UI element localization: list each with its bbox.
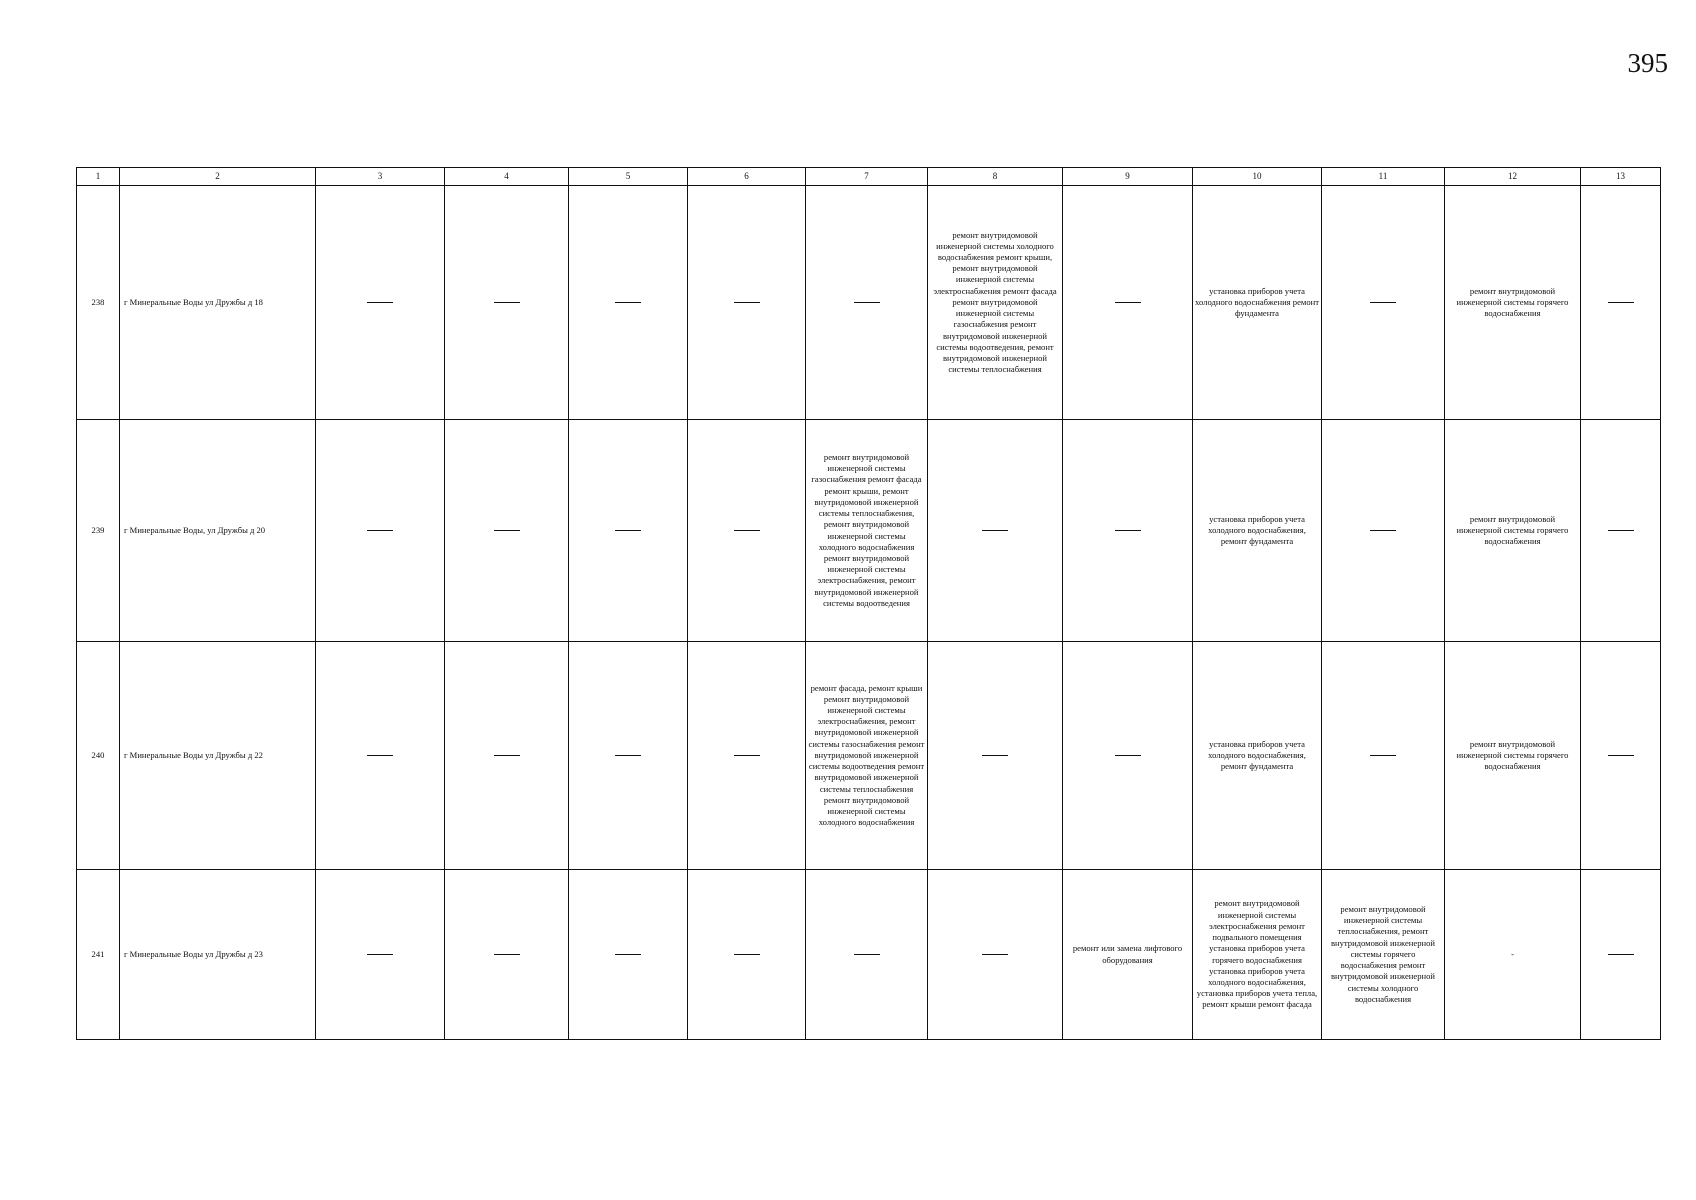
dash-mark (854, 302, 880, 303)
cell-text: 239 (91, 524, 105, 535)
work-cell-13 (1581, 186, 1661, 420)
work-cell-7 (806, 186, 928, 420)
work-cell-9 (1063, 870, 1193, 1040)
work-cell-7 (806, 420, 928, 642)
dash-mark (1608, 954, 1634, 955)
work-cell-3 (316, 420, 445, 642)
address-cell (120, 186, 316, 420)
column-number: 13 (1581, 168, 1661, 186)
work-cell-8 (928, 870, 1063, 1040)
work-cell-12 (1445, 420, 1581, 642)
dash-mark (1370, 530, 1396, 531)
work-cell-5 (569, 642, 688, 870)
work-cell-9 (1063, 642, 1193, 870)
work-cell-4 (445, 642, 569, 870)
dash-mark (982, 530, 1008, 531)
work-cell-3 (316, 642, 445, 870)
work-cell-10 (1193, 186, 1322, 420)
cell-text: ремонт внутридомовой инженерной системы горячего водоснабжения (1456, 513, 1569, 547)
cell-text: установка приборов учета холодного водоснабжения, ремонт фундамента (1208, 738, 1306, 772)
work-cell-3 (316, 870, 445, 1040)
cell-text: ремонт внутридомовой инженерной системы горячего водоснабжения (1456, 738, 1569, 772)
work-cell-9 (1063, 186, 1193, 420)
dash-mark (494, 530, 520, 531)
cell-text: ремонт внутридомовой инженерной системы электроснабжения ремонт подвального помещения установка приборов учета горячего водоснабжения установка приборов учета холодного водоснабжения, установка приборов учета тепла, ремонт крыши ремонт фасада (1196, 898, 1318, 1010)
work-cell-10 (1193, 642, 1322, 870)
dash-mark (367, 755, 393, 756)
work-cell-12 (1445, 870, 1581, 1040)
cell-text: ремонт или замена лифтового оборудования (1072, 943, 1183, 965)
dash-mark (854, 954, 880, 955)
work-cell-11 (1322, 186, 1445, 420)
work-cell-8 (928, 420, 1063, 642)
page-number: 395 (1627, 48, 1668, 78)
dash-mark (1370, 755, 1396, 756)
column-number: 12 (1445, 168, 1581, 186)
table-row (77, 186, 1661, 420)
column-number: 1 (77, 168, 120, 186)
dash-mark (734, 954, 760, 955)
work-cell-11 (1322, 870, 1445, 1040)
dash-mark (615, 530, 641, 531)
dash-mark (615, 302, 641, 303)
dash-mark (734, 302, 760, 303)
dash-mark (1608, 302, 1634, 303)
work-cell-3 (316, 186, 445, 420)
work-cell-5 (569, 420, 688, 642)
dash-mark (982, 954, 1008, 955)
dash-mark (367, 302, 393, 303)
cell-text: ремонт фасада, ремонт крыши ремонт внутридомовой инженерной системы электроснабжения, ремонт внутридомовой инженерной системы газоснабжения ремонт внутридомовой инженерной системы водоотведения ремонт внутридомовой инженерной системы теплоснабжения ремонт внутридомовой инженерной системы холодного водоснабжения (808, 682, 925, 828)
cell-text: ремонт внутридомовой инженерной системы газоснабжения ремонт фасада ремонт крыши, ремонт внутридомовой инженерной системы теплоснабжения, ремонт внутридомовой инженерной системы холодного водоснабжения ремонт внутридомовой инженерной системы электроснабжения, ремонт внутридомовой инженерной системы водоотведения (811, 452, 922, 608)
cell-text: ремонт внутридомовой инженерной системы горячего водоснабжения (1456, 285, 1569, 319)
cell-text: ремонт внутридомовой инженерной системы теплоснабжения, ремонт внутридомовой инженерной системы горячего водоснабжения ремонт внутридомовой инженерной системы холодного водоснабжения (1330, 904, 1436, 1004)
work-cell-5 (569, 186, 688, 420)
work-cell-9 (1063, 420, 1193, 642)
work-cell-4 (445, 186, 569, 420)
dash-mark (1608, 755, 1634, 756)
column-number: 2 (120, 168, 316, 186)
table-rows (77, 186, 1661, 1040)
table-row (77, 642, 1661, 870)
dash-mark (734, 755, 760, 756)
work-cell-12 (1445, 642, 1581, 870)
dash-mark (1370, 302, 1396, 303)
column-number: 9 (1063, 168, 1193, 186)
dash-mark (1115, 755, 1141, 756)
work-cell-12 (1445, 186, 1581, 420)
cell-text: установка приборов учета холодного водоснабжения ремонт фундамента (1195, 285, 1319, 319)
column-number: 7 (806, 168, 928, 186)
work-cell-13 (1581, 420, 1661, 642)
cell-text: - (1511, 948, 1514, 959)
work-cell-6 (688, 186, 806, 420)
work-cell-13 (1581, 870, 1661, 1040)
work-cell-7 (806, 642, 928, 870)
dash-mark (494, 755, 520, 756)
work-cell-6 (688, 642, 806, 870)
dash-mark (615, 755, 641, 756)
cell-text: ремонт внутридомовой инженерной системы холодного водоснабжения ремонт крыши, ремонт внутридомовой инженерной системы электроснабжения ремонт фасада ремонт внутридомовой инженерной системы газоснабжения ремонт внутридомовой инженерной системы водоотведения, ремонт внутридомовой инженерной системы теплоснабжения (933, 229, 1057, 375)
dash-mark (494, 302, 520, 303)
column-number: 4 (445, 168, 569, 186)
dash-mark (1115, 530, 1141, 531)
address-cell (120, 420, 316, 642)
dash-mark (367, 530, 393, 531)
work-cell-10 (1193, 870, 1322, 1040)
column-number: 3 (316, 168, 445, 186)
cell-text: г Минеральные Воды ул Дружбы д 18 (124, 296, 263, 307)
dash-mark (982, 755, 1008, 756)
cell-text: 240 (91, 749, 105, 760)
row-number (77, 186, 120, 420)
dash-mark (367, 954, 393, 955)
column-number: 6 (688, 168, 806, 186)
row-number (77, 420, 120, 642)
dash-mark (734, 530, 760, 531)
cell-text: г Минеральные Воды, ул Дружбы д 20 (124, 524, 266, 535)
work-cell-5 (569, 870, 688, 1040)
cell-text: 241 (91, 948, 105, 959)
work-cell-4 (445, 420, 569, 642)
row-number (77, 642, 120, 870)
column-number: 11 (1322, 168, 1445, 186)
address-cell (120, 870, 316, 1040)
work-cell-11 (1322, 420, 1445, 642)
column-number: 8 (928, 168, 1063, 186)
work-cell-8 (928, 642, 1063, 870)
column-number: 10 (1193, 168, 1322, 186)
work-cell-8 (928, 186, 1063, 420)
cell-text: установка приборов учета холодного водоснабжения, ремонт фундамента (1208, 513, 1306, 547)
work-cell-7 (806, 870, 928, 1040)
table-row (77, 420, 1661, 642)
work-cell-11 (1322, 642, 1445, 870)
dash-mark (615, 954, 641, 955)
work-cell-4 (445, 870, 569, 1040)
dash-mark (1608, 530, 1634, 531)
dash-mark (1115, 302, 1141, 303)
cell-text: 238 (91, 296, 105, 307)
dash-mark (494, 954, 520, 955)
cell-text: г Минеральные Воды ул Дружбы д 22 (124, 749, 263, 760)
cell-text: г Минеральные Воды ул Дружбы д 23 (124, 948, 263, 959)
column-number: 5 (569, 168, 688, 186)
work-cell-6 (688, 420, 806, 642)
address-cell (120, 642, 316, 870)
column-number-row (77, 168, 1661, 186)
table-row (77, 870, 1661, 1040)
work-cell-13 (1581, 642, 1661, 870)
row-number (77, 870, 120, 1040)
repair-schedule-table (76, 167, 1661, 1040)
work-cell-10 (1193, 420, 1322, 642)
work-cell-6 (688, 870, 806, 1040)
